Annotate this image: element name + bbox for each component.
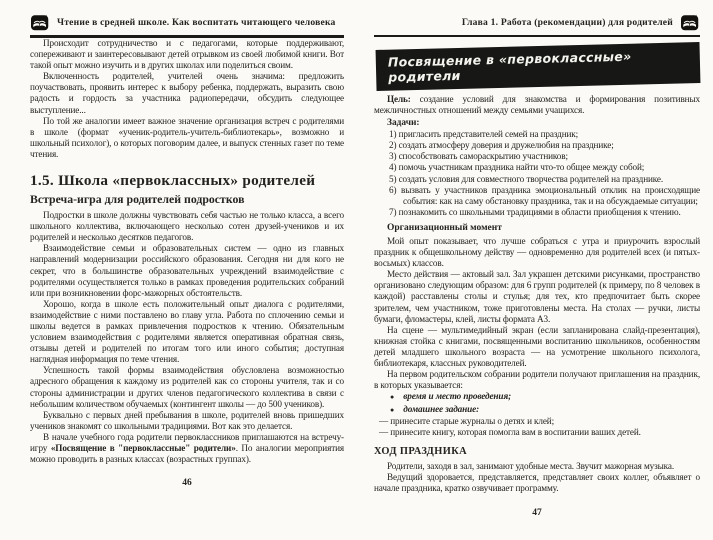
goal-paragraph	[374, 94, 700, 116]
bullet-icon: ●	[390, 405, 395, 414]
paragraph: Хорошо, когда в школе есть положительный опыт диалога с родителями, взаимодействие с ними поставлено во главу угла. Работа по сплочению семьи и школы ведется в рамках привлечения подростков к чтению. Обязательным условием взаимодействия с родителями является оперативная обратная связь, отзывы детей и родителей по итогам того или иного события; доступная наглядная информация по теме чтения.	[30, 298, 344, 365]
paragraph: Место действия — актовый зал. Зал украшен детскими рисунками, пространство организовано следующим образом: для 6 групп родителей (к примеру, по 8 человек в каждой) расставлены столы и стулья; для тех, кто предпочитает быть скорее зрителем, чем участником, тоже приготовлены места. На столах — ручки, листы бумаги, фломастеры, клей, листы формата А3.	[374, 269, 700, 324]
right-header-title: Глава 1. Работа (рекомендации) для родителей	[461, 16, 673, 28]
paragraph: На первом родительском собрании родители получают приглашения на праздник, в которых указывается:	[374, 369, 700, 391]
course-heading: ХОД ПРАЗДНИКА	[374, 446, 468, 458]
section-subheading: Встреча-игра для родителей подростков	[30, 192, 245, 207]
org-moment-heading: Организационный момент	[387, 222, 502, 233]
bullet-item	[390, 404, 700, 416]
closing-bold-title: «Посвящение в "первоклассные" родители»	[50, 443, 236, 453]
right-page	[356, 0, 713, 540]
open-book-icon	[680, 13, 700, 31]
paragraph: Ведущий здоровается, представляется, представляет своих коллег, объявляет о начале праздника, кратко озвучивает программу.	[374, 472, 700, 494]
tasks-label: Задачи:	[387, 118, 420, 129]
right-running-header	[374, 13, 700, 37]
bullet-text: домашнее задание:	[403, 403, 480, 414]
goal-text: создание условий для знакомства и формирования позитивных межличностных отношений между семьями учащихся.	[374, 94, 700, 116]
paragraph: Происходит сотрудничество и с педагогами, которые поддерживают, сопереживают и заинтересовывают детей отрывком из своей любимой книги. Вот такой опыт можно изучить и в других школах или поделиться своим.	[30, 38, 344, 71]
bullet-icon: ●	[390, 393, 395, 402]
paragraph: Родители, заходя в зал, занимают удобные места. Звучит мажорная музыка.	[387, 461, 675, 472]
paragraph: Включенность родителей, учителей очень значима: предложить поучаствовать, проявить интерес к выбору ребенка, поддержать, выразить свою радость и гордость за участника радиопередачи, обсудить следующее выступление...	[30, 71, 344, 115]
closing-before: В начале учебного года родители первоклассников приглашаются на встречу-игру	[30, 431, 344, 453]
bullet-text: время и место проведения;	[403, 391, 512, 402]
dash-item: — принесите книгу, которая помогла вам в воспитании ваших детей.	[379, 427, 641, 438]
right-page-number: 47	[532, 507, 542, 518]
task-item: 3) способствовать самораскрытию участников;	[389, 151, 568, 162]
paragraph: Буквально с первых дней пребывания в школе, родителей вновь пришедших учеников знакомят со школьными традициями. Вот как это делается.	[30, 409, 344, 431]
paragraph: На сцене — мультимедийный экран (если запланирована слайд-презентация), книжная стойка с книгами, посвященными воспитанию школьников, особенностям детей младшего школьного возраста — на усмотрение школьного психолога, библиотекаря, классных руководителей.	[374, 324, 700, 368]
bullet-item	[390, 391, 700, 403]
task-item: 5) создать условия для совместного творчества родителей на празднике.	[389, 173, 664, 184]
chapter-banner: Посвящение в «первоклассные» родители	[376, 42, 701, 91]
task-item: 1) пригласить представителей семей на праздник;	[389, 129, 579, 140]
task-item: 6) вызвать у участников праздника эмоциональный отклик на происходящие события: как на саму обстановку праздника, так и на обсуждаемые ситуации;	[389, 184, 700, 206]
paragraph: Мой опыт показывает, что лучше собраться с утра и приурочить взрослый праздник к общешкольному действу — одновременно для родителей всех (и пятых-восьмых) классов.	[374, 235, 700, 269]
dash-item: — принесите старые журналы о детях и клей;	[379, 416, 555, 427]
left-page-number: 46	[182, 478, 192, 489]
task-item: 4) помочь участникам праздника найти что-то общее между собой;	[389, 162, 645, 173]
paragraph: Подростки в школе должны чувствовать себя частью не только класса, а всего школьного коллектива, включающего несколько сотен друзей-учеников и их родителей и несколько десятков педагогов.	[30, 210, 344, 243]
goal-label: Цель:	[387, 94, 411, 104]
closing-after: . По аналогии мероприятия можно проводить в разных классах (возрастных группах).	[30, 443, 345, 465]
paragraph: Взаимодействие семьи и образовательных систем — одно из главных направлений модернизации российского образования. Сегодня ни для кого не секрет, что в большинстве образовательных учреждений взаимодействие с родителями осуществляется только в рамках проведения родительских собраний или при возникновении форс-мажорных обстоятельств.	[30, 243, 344, 298]
closing-paragraph	[30, 432, 344, 465]
paragraph: По той же аналогии имеет важное значение организация встреч с родителями в школе (формат «ученик-родитель-учитель-библиотекарь», возможно и школьный психолог), о которых поговорим далее, и выпуск стенных газет по теме чтения.	[30, 115, 344, 159]
left-running-header	[30, 13, 344, 38]
task-item: 2) создать атмосферу доверия и дружелюбия на празднике;	[389, 140, 614, 151]
left-header-title: Чтение в средней школе. Как воспитать читающего человека	[57, 16, 336, 28]
left-page	[0, 0, 356, 540]
open-book-icon	[30, 13, 50, 31]
paragraph: Успешность такой формы взаимодействия обусловлена возможностью адресного обращения к каждому из родителей как со стороны учителя, так и со стороны администрации и других членов педагогического коллектива в связи с небольшим количеством обучаемых (контингент школы — до 500 учеников).	[30, 365, 344, 409]
task-item: 7) познакомить со школьными традициями в области приобщения к чтению.	[389, 206, 681, 217]
section-heading: 1.5. Школа «первоклассных» родителей	[30, 172, 316, 190]
